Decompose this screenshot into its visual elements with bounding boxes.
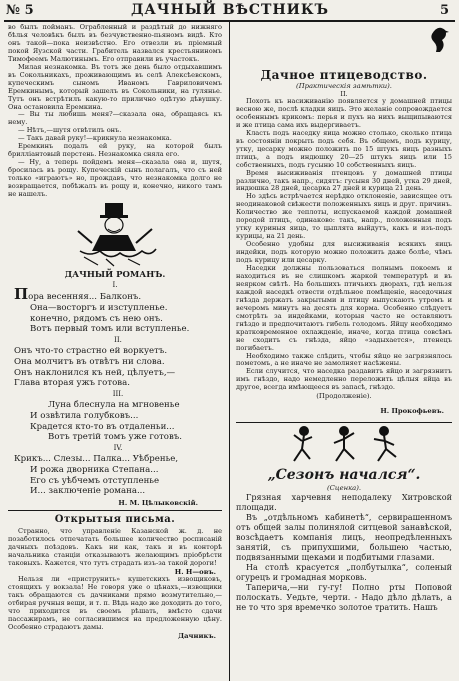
poem-line: Вотъ третій томъ уже готовъ. [48,432,182,443]
scene-paragraph: Въ „отдѣльномъ кабинетѣ“, сервирашенномъ отъ общей залы полинялой ситцевой занавѣской, возсѣдаетъ компанія лицъ, неопредѣленныхъ занятій, съ припухшими, большею частью, подвязанными щеками и подбитыми глазами. [236,511,452,562]
section-number: II. [340,90,348,98]
article-paragraph: Еремкинъ подалъ ей руку, на которой былъ брилліантовый перстень. Незнакомка сняла его. [8,142,222,159]
dancers-illustration [236,425,452,465]
article-title: Дачное птицеводство. [260,68,428,82]
letter-paragraph: Нельзя ли «приструнить» кушетскихъ извощиковъ, стоящихъ у вокзала! Не говоря уже о цѣнахъ,—извощики такъ обращаются съ дачниками прямо возмутительно,—отбирая ручныя вещи, и т. п. Вѣдь надо же доходить до того, что приходится въ своемъ рѣшать, вмѣсто сдачи пассажирамъ, не согласившимся на предложенную цѣну. Особенно страдаютъ дамы. [8,574,222,631]
poem-line: ора весенняя... Балконъ. [28,291,142,302]
poem-section-number: II. [114,336,122,345]
newspaper-title: ДАЧНЫЙ ВѢСТНИКЪ [130,2,330,18]
poem-section-number: I. [112,280,118,289]
poem-line: И... заключеніе романа... [30,486,146,497]
article-subtitle: (Практическія замѣтки). [296,82,392,90]
poem-line: Крикъ... Слезы... Палка... Уѣбренье, [14,453,179,464]
poem-line: Луна блеснула на мгновенье [48,399,180,410]
section-rule [236,422,452,423]
letter-paragraph: Странно, что управленіе Казанской ж. д. не позаботилось отпечатать большее количество росписаній дачныхъ поѣздовъ. Какъ ни как, такъ и въ конторѣ начальника станціи отказываютъ желающимъ пріобрѣсти таковыхъ. Кажется, что тутъ страдать изъ-за такой дороги! [8,527,222,567]
article-paragraph: Наседки должны пользоваться полнымъ покоемъ и находиться въ не слишкомъ жаркой температурѣ и въ неярком свѣтѣ. На большихъ птичьихъ дворахъ, гдѣ нельзя каждой наседкѣ отвести отдѣльное помѣщеніе, наседочныя гнѣзда держатъ закрытыми и птицу выпускаютъ утромъ и вечеромъ минутъ на десять для корма. Особенно слѣдуетъ смотрѣть за индейками, которыя часто не оставляютъ гнѣздо и предпочитаютъ гибель голодомъ. Яйцу необходимо кратковременное охлажденіе, иначе, когда птица совсѣмъ не сходитъ съ гнѣзда, яйцо «задыхается», птенецъ погибаетъ. [236,264,452,352]
article-paragraph: Необходимо также слѣдить, чтобы яйцо не загрязнялось пометомъ, а не иначе не замолняет насѣжены. [236,351,452,368]
continuation-note: (Продолженіе). [316,392,372,401]
letters-title: Открытыя письма. [54,514,176,526]
poem-drop-cap: П [14,284,29,303]
page-header [0,2,459,18]
letter-signature: Н. Н—овъ. [174,567,216,576]
page-number-left: № 5 [6,3,34,18]
scene-paragraph: Таперича,—ни гу-гу! Полно рты Поповой полоскать. Уедьте, черти. - Надо дѣло дѣлать, а не то что зря времечко золотое тратить. Нашъ [236,581,452,612]
article-paragraph: Время высиживанія птенцовъ у домашней птицы различно, такъ напр., сидятъ: гусыня 30 дней, утка 29 дней, индюшка 28 дней, цесарка 27 дней и курица 21 день. [236,168,452,193]
poem-line: конечно, рядомъ съ нею онъ. [30,313,163,324]
right-column [236,24,452,681]
poem-line: Его съ уѣбчемъ отступленье [30,475,160,486]
poem-section-number: IV. [113,444,123,453]
poem-line: Крадется кто-то въ отдаленьи... [30,421,175,432]
poem-line: Онъ что-то страстно ей воркуетъ. [14,345,168,356]
article-paragraph: Особенно удобны для высиживанія всякихъ яицъ индейки, подъ которую можно положить даже болѣе, чѣмъ подъ курицу или цесарку. [236,240,452,265]
scene-title: „Сезонъ начался“. [267,466,421,483]
article-paragraph: во былъ пойманъ. Ограбленный и раздѣтый до нижняго бѣлья человѣкъ былъ въ безчувственно-пьяномъ видѣ. Кто онъ такой—пока неизвѣстно. Его отвезли въ пріемный покой Яузской части. Грабитель назвался крестьяниномъ Тимофеемъ Малютинымъ. Его отправили въ участокъ. [8,24,222,63]
column-divider [229,22,230,681]
article-paragraph: Но здѣсь встрѣчается нерѣдко отклоненіе, зависящее отъ неодинаковой свѣжести положенныхъ яицъ и друг. причинъ. Количество же теплоты, испускаемой каждой домашней породой птицъ, одинаково: такъ, напр., положенныя подъ утку куриныя яица, то цыплята выйдутъ, какъ и изъ-подъ курицы, на 21 день. [236,192,452,241]
article-paragraph: — Ну, а теперь пойдемъ меня—сказала она и, шутя, бросилась въ рощу. Купеческій сынъ полагалъ, что съ ней только «играютъ» но, прождавъ, что незнакомка долго не возвращается, побѣжалъ въ рощу и, конечно, никого тамъ не нашелъ. [8,158,222,199]
poem-title: ДАЧНЫЙ РОМАНЪ. [64,269,166,280]
scene-subtitle: (Сценка). [326,483,362,492]
poem-line: Она—восторгъ и изступленье. [30,302,168,313]
poem-line: Онъ наклонился къ ней, цѣлуетъ,— [14,367,176,378]
poem-signature: Н. М. Цѣлыковскій. [118,499,198,508]
scene-paragraph: На столѣ красуется „полбутылка“, соленый огурецъ и громадная морковь. [236,561,452,582]
article-paragraph: Милая незнакомка. Въ тотъ же день было отдыхавшимъ въ Сокольникахъ, проживающимъ въ селѣ Алексѣевскомъ, купеческимъ сыномъ Иваномъ Гавриловичемъ Еремкинымъ, который зашелъ въ Сокольники, на гулянье. Тутъ онъ встрѣтилъ какую-то прилично одѣтую дѣвушку. Она остановила Еремкина. [8,62,222,111]
article-paragraph: Похоть къ насиживанію появляется у домашней птицы весною же, послѣ кладки яицъ. Это желаніе сопровождается особеннымъ крикомъ: перья и пухъ на нихъ выщипываются и же птица сама ихъ выдергиваетъ. [236,97,452,129]
article-signature: Н. Прокофьевъ. [380,407,444,416]
poem-line: Глава вторая ужъ готова. [14,378,130,389]
poem [8,284,222,497]
letter-signature: Дачникъ. [178,631,216,640]
poem-line: И рожа дворника Степана... [30,464,159,475]
dialogue-line: — Вы ты любишь меня?—сказала она, обращаясь къ нему. [8,110,222,127]
poem-line: Она молчитъ въ отвѣтъ ни слова. [14,356,165,367]
dialogue-line: — Такъ давай руку!—крикнула незнакомка. [18,134,172,143]
page-number-right: 5 [440,3,450,18]
caricature-illustration [8,201,222,267]
poem-line: И озвѣтила голубковъ... [30,410,139,421]
poem-section-number: III. [112,390,124,399]
dialogue-line: — Нѣтъ,—шутя отвѣтилъ онъ. [18,126,122,135]
article-paragraph: Класть подъ наседку яица можно столько, сколько птица въ состояніи покрыть подъ себя. Въ общемъ, подъ курицу, утку, цесарку можно положить по 15 штукъ яицъ разныхъ птицъ, а подъ индюшку 20—25 штукъ яицъ или 15 собственныхъ, подъ гусыню 10 собственныхъ яицъ. [236,128,452,169]
left-column [8,24,222,681]
bird-illustration [428,24,450,54]
poem-line: Вотъ первый томъ или вступленье. [30,324,190,335]
scene-paragraph: Грязная харчевня неподалеку Хитровской площади. [236,491,452,512]
section-rule [8,510,222,511]
article-paragraph: Если случится, что наседка раздавитъ яйцо и загрязнитъ имъ гнѣздо, надо немедленно переложить цѣлыя яйца въ другое, всегда имѣющееся въ запасѣ, гнѣздо. [236,367,452,392]
